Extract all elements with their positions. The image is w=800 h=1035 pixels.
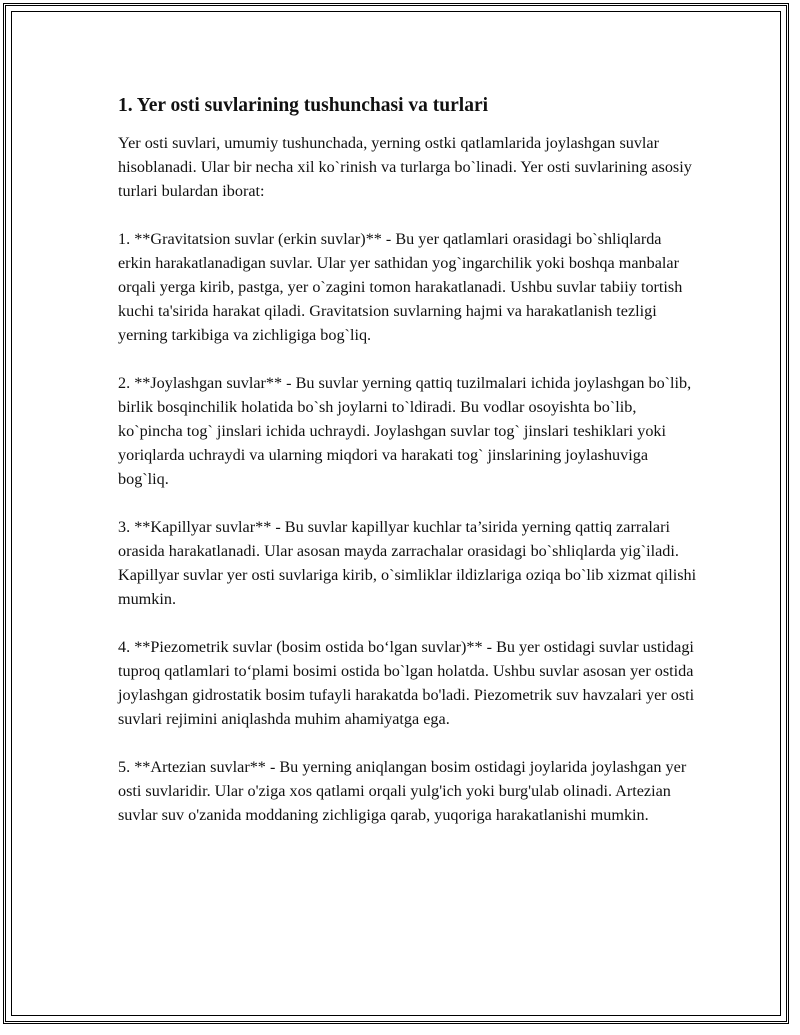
paragraph-kapillyar: 3. **Kapillyar suvlar** - Bu suvlar kapillyar kuchlar ta’sirida yerning qattiq zarralari orasida harakatlanadi. Ular asosan mayda zarrachalar orasidagi bo`shliqlarda yig`iladi. Kapillyar suvlar yer osti suvlariga kirib, o`simliklar ildizlariga oziqa bo`lib xizmat qilishi mumkin. bbox=[118, 518, 697, 608]
document-body bbox=[118, 93, 698, 827]
paragraph-gravitatsion: 1. **Gravitatsion suvlar (erkin suvlar)** - Bu yer qatlamlari orasidagi bo`shliqlarda erkin harakatlanadigan suvlar. Ular yer sathidan yog`ingarchilik yoki boshqa manbalar orqali yerga kirib, pastga, yer o`zagini tomon harakatlanadi. Ushbu suvlar tabiiy tortish kuchi ta'sirida harakat qiladi. Gravitatsion suvlarning hajmi va harakatlanish tezligi yerning tarkibiga va zichligiga bog`liq. bbox=[118, 230, 683, 344]
intro-paragraph: Yer osti suvlari, umumiy tushunchada, yerning ostki qatlamlarida joylashgan suvlar hisoblanadi. Ular bir necha xil ko`rinish va turlarga bo`linadi. Yer osti suvlarining asosiy turlari bulardan iborat: bbox=[118, 134, 692, 200]
paragraph-joylashgan: 2. **Joylashgan suvlar** - Bu suvlar yerning qattiq tuzilmalari ichida joylashgan bo`lib, birlik bosqinchilik holatida bo`sh joylarni to`ldiradi. Bu vodlar osoyishta bo`lib, ko`pincha tog` jinslari ichida uchraydi. Joylashgan suvlar tog` jinslari teshiklari yoki yoriqlarda uchraydi va ularning miqdori va harakati tog` jinslarining joylashuviga bog`liq. bbox=[118, 374, 692, 488]
section-heading: 1. Yer osti suvlarining tushunchasi va turlari bbox=[118, 95, 489, 116]
paragraph-piezometrik: 4. **Piezometrik suvlar (bosim ostida bo‘lgan suvlar)** - Bu yer ostidagi suvlar ustidagi tuproq qatlamlari to‘plami bosimi ostida bo`lgan holatda. Ushbu suvlar asosan yer ostida joylashgan gidrostatik bosim tufayli harakatda bo'ladi. Piezometrik suv havzalari yer osti suvlari rejimini aniqlashda muhim ahamiyatga ega. bbox=[118, 638, 695, 728]
paragraph-artezian: 5. **Artezian suvlar** - Bu yerning aniqlangan bosim ostidagi joylarida joylashgan yer osti suvlaridir. Ular o'ziga xos qatlami orqali yulg'ich yoki burg'ulab olinadi. Artezian suvlar suv o'zanida moddaning zichligiga qarab, yuqoriga harakatlanishi mumkin. bbox=[118, 758, 687, 824]
